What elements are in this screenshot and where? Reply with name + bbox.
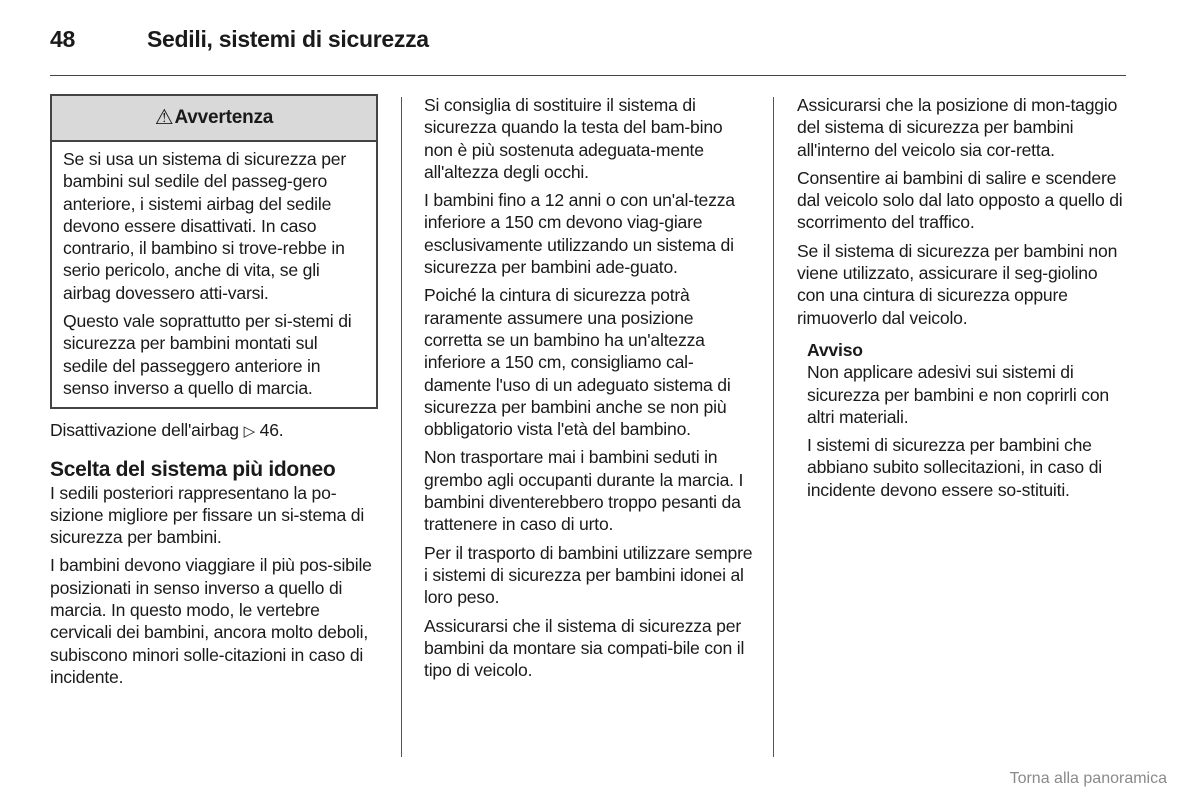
reference-page: 46. bbox=[259, 420, 284, 441]
notice-paragraph: I sistemi di sicurezza per bambini che abbiano subito sollecitazioni, in caso di incidente devono essere so-stituiti. bbox=[807, 435, 1102, 500]
column-divider-2 bbox=[773, 97, 774, 757]
body-paragraph: Assicurarsi che il sistema di sicurezza per bambini da montare sia compati-bile con il tipo di veicolo. bbox=[424, 615, 745, 681]
warning-header bbox=[52, 96, 376, 142]
notice-paragraph: Non applicare adesivi sui sistemi di sicurezza per bambini e non coprirli con altri materiali. bbox=[807, 362, 1109, 427]
page-title: Sedili, sistemi di sicurezza bbox=[147, 26, 429, 52]
column-3 bbox=[797, 94, 1127, 507]
body-paragraph: I bambini fino a 12 anni o con un'al-tezza inferiore a 150 cm devono viag-giare esclusivamente utilizzando un sistema di sicurezza per bambini ade-guato. bbox=[424, 190, 735, 278]
airbag-reference[interactable] bbox=[50, 419, 380, 443]
notice-title: Avviso bbox=[807, 339, 863, 360]
reference-text: Disattivazione dell'airbag bbox=[50, 420, 239, 441]
column-1 bbox=[50, 94, 380, 694]
warning-paragraph: Se si usa un sistema di sicurezza per bambini sul sedile del passeg-gero anteriore, i sistemi airbag del sedile devono essere disattivati. In caso contrario, il bambino si trove-rebbe in serio pericolo, anche di vita, se gli airbag dovessero atti-varsi. bbox=[63, 149, 347, 303]
warning-triangle-icon: ⚠ bbox=[154, 105, 174, 129]
notice-box bbox=[797, 339, 1127, 501]
warning-title: Avvertenza bbox=[174, 106, 274, 128]
page-number: 48 bbox=[50, 26, 75, 52]
warning-body bbox=[52, 142, 376, 407]
body-paragraph: Poiché la cintura di sicurezza potrà raramente assumere una posizione corretta se un bambino ha un'altezza inferiore a 150 cm, consigliamo cal-damente l'uso di un adeguato sistema di sicurezza per bambini anche se non più obbligatorio vista l'età del bambino. bbox=[424, 285, 731, 440]
body-paragraph: Se il sistema di sicurezza per bambini non viene utilizzato, assicurare il seg-giolino con una cintura di sicurezza oppure rimuoverlo dal veicolo. bbox=[797, 240, 1118, 328]
reference-arrow-icon: ▷ bbox=[243, 423, 255, 441]
body-paragraph: I bambini devono viaggiare il più pos-sibile posizionati in senso inverso a quello di marcia. In questo modo, le vertebre cervicali dei bambini, ancora molto deboli, subiscono minori solle-citazioni in caso di incidente. bbox=[50, 555, 372, 687]
body-paragraph: Non trasportare mai i bambini seduti in grembo agli occupanti durante la marcia. I bambini diventerebbero troppo pesanti da trattenere in caso di urto. bbox=[424, 447, 744, 535]
body-paragraph: Consentire ai bambini di salire e scendere dal veicolo solo dal lato opposto a quello di scorrimento del traffico. bbox=[797, 167, 1123, 233]
warning-box bbox=[50, 94, 378, 409]
column-2 bbox=[424, 94, 754, 687]
body-paragraph: Si consiglia di sostituire il sistema di sicurezza quando la testa del bam-bino non è più sostenuta adeguata-mente all'altezza degli occhi. bbox=[424, 95, 723, 182]
header-divider bbox=[50, 75, 1126, 76]
warning-paragraph: Questo vale soprattutto per si-stemi di sicurezza per bambini montati sul sedile del passeggero anteriore in senso inverso a quello di marcia. bbox=[63, 311, 352, 398]
body-paragraph: Assicurarsi che la posizione di mon-taggio del sistema di sicurezza per bambini all'interno del veicolo sia cor-retta. bbox=[797, 95, 1118, 160]
body-paragraph: I sedili posteriori rappresentano la po-sizione migliore per fissare un si-stema di sicurezza per bambini. bbox=[50, 482, 365, 548]
body-paragraph: Per il trasporto di bambini utilizzare sempre i sistemi di sicurezza per bambini idonei al loro peso. bbox=[424, 542, 753, 608]
column-divider-1 bbox=[401, 97, 402, 757]
page-header bbox=[50, 26, 1126, 56]
back-to-overview-link[interactable]: Torna alla panoramica bbox=[1009, 770, 1167, 787]
section-heading: Scelta del sistema più idoneo bbox=[50, 457, 336, 481]
